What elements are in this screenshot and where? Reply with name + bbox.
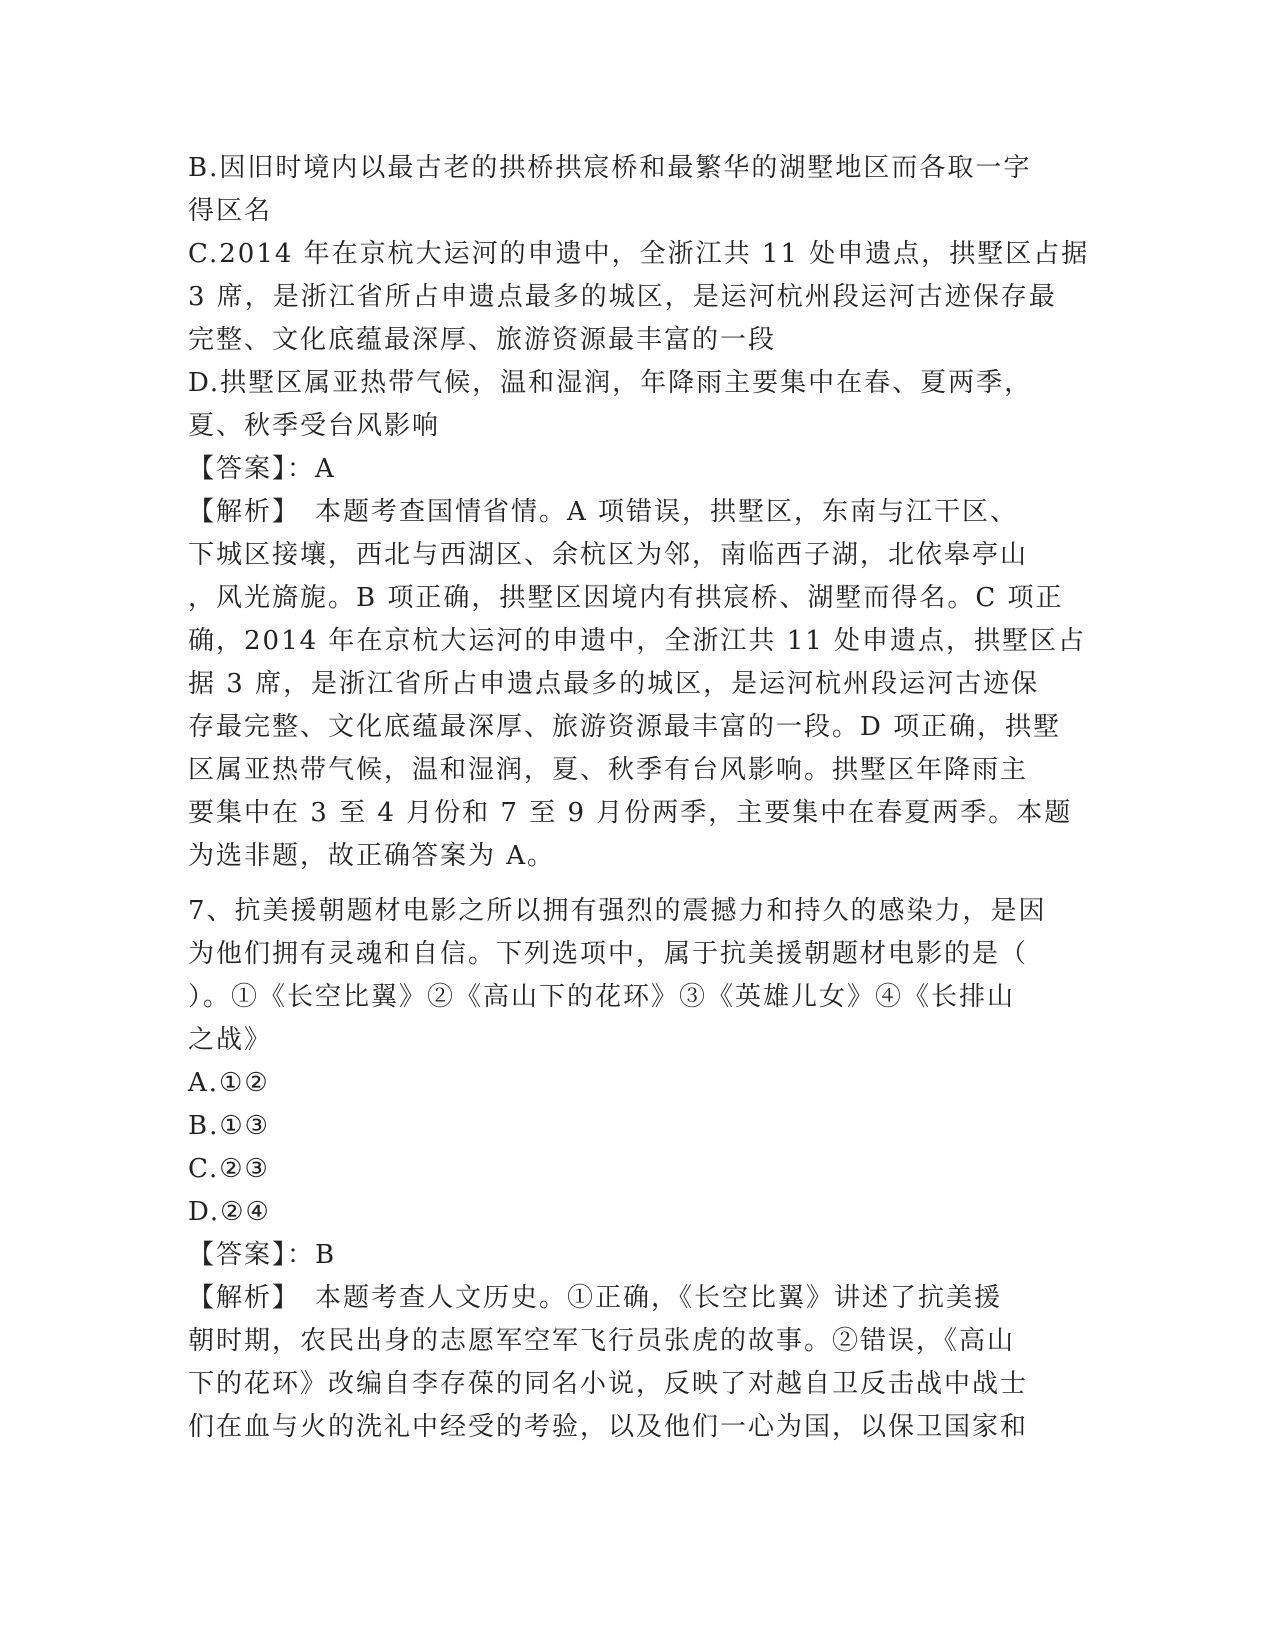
q7-option-c: C.②③ bbox=[188, 1154, 270, 1184]
q6-analysis-line: 据 3 席，是浙江省所占申遗点最多的城区，是运河杭州段运河古迹保 bbox=[188, 669, 1040, 699]
q6-option-d-line-2: 夏、秋季受台风影响 bbox=[188, 411, 441, 441]
q7-answer: 【答案】：B bbox=[188, 1240, 337, 1270]
document-body bbox=[188, 147, 1088, 1449]
q7-analysis-line: 朝时期，农民出身的志愿军空军飞行员张虎的故事。②错误，《高山 bbox=[188, 1326, 1016, 1356]
q7-option-b: B.①③ bbox=[188, 1111, 270, 1141]
q6-option-c-line-1: C.2014 年在京杭大运河的申遗中，全浙江共 11 处申遗点，拱墅区占据 bbox=[188, 239, 1090, 269]
q6-option-c-line-2: 3 席，是浙江省所占申遗点最多的城区，是运河杭州段运河古迹保存最 bbox=[188, 282, 1057, 312]
q6-analysis-line: 存最完整、文化底蕴最深厚、旅游资源最丰富的一段。D 项正确，拱墅 bbox=[188, 712, 1062, 742]
question-spacer bbox=[188, 878, 1088, 890]
q7-stem-line: 之战》 bbox=[188, 1025, 273, 1055]
q7-stem-line: 7、抗美援朝题材电影之所以拥有强烈的震撼力和持久的感染力，是因 bbox=[188, 896, 1047, 926]
q6-option-c-line-3: 完整、文化底蕴最深厚、旅游资源最丰富的一段 bbox=[188, 325, 777, 355]
q6-option-d-line-1: D.拱墅区属亚热带气候，温和湿润，年降雨主要集中在春、夏两季， bbox=[188, 368, 1033, 398]
q7-analysis-line: 【解析】 本题考查人文历史。①正确，《长空比翼》讲述了抗美援 bbox=[188, 1283, 1003, 1313]
q6-analysis-line: 确，2014 年在京杭大运河的申遗中，全浙江共 11 处申遗点，拱墅区占 bbox=[188, 626, 1087, 656]
q6-analysis-line: 下城区接壤，西北与西湖区、余杭区为邻，南临西子湖，北依皋亭山 bbox=[188, 540, 1029, 570]
q6-option-b-line-1: B.因旧时境内以最古老的拱桥拱宸桥和最繁华的湖墅地区而各取一字 bbox=[188, 153, 1032, 183]
q6-analysis-line: 为选非题，故正确答案为 A。 bbox=[188, 841, 556, 871]
q6-analysis-line: ，风光旖旎。B 项正确，拱墅区因境内有拱宸桥、湖墅而得名。C 项正 bbox=[188, 583, 1064, 613]
q7-analysis-line: 下的花环》改编自李存葆的同名小说，反映了对越自卫反击战中战士 bbox=[188, 1369, 1029, 1399]
q6-option-b-line-2: 得区名 bbox=[188, 196, 273, 226]
q6-analysis-line: 区属亚热带气候，温和湿润，夏、秋季有台风影响。拱墅区年降雨主 bbox=[188, 755, 1029, 785]
q7-stem-line: 为他们拥有灵魂和自信。下列选项中，属于抗美援朝题材电影的是（ bbox=[188, 939, 1029, 969]
q7-option-d: D.②④ bbox=[188, 1197, 271, 1227]
q6-answer: 【答案】：A bbox=[188, 454, 336, 484]
q7-analysis-line: 们在血与火的洗礼中经受的考验，以及他们一心为国，以保卫国家和 bbox=[188, 1412, 1029, 1442]
q7-stem-line: ）。①《长空比翼》②《高山下的花环》③《英雄儿女》④《长排山 bbox=[188, 982, 1016, 1012]
q6-analysis-line: 要集中在 3 至 4 月份和 7 至 9 月份两季，主要集中在春夏两季。本题 bbox=[188, 798, 1073, 828]
q6-analysis-line: 【解析】 本题考查国情省情。A 项错误，拱墅区，东南与江干区、 bbox=[188, 497, 1019, 527]
q7-option-a: A.①② bbox=[188, 1068, 270, 1098]
